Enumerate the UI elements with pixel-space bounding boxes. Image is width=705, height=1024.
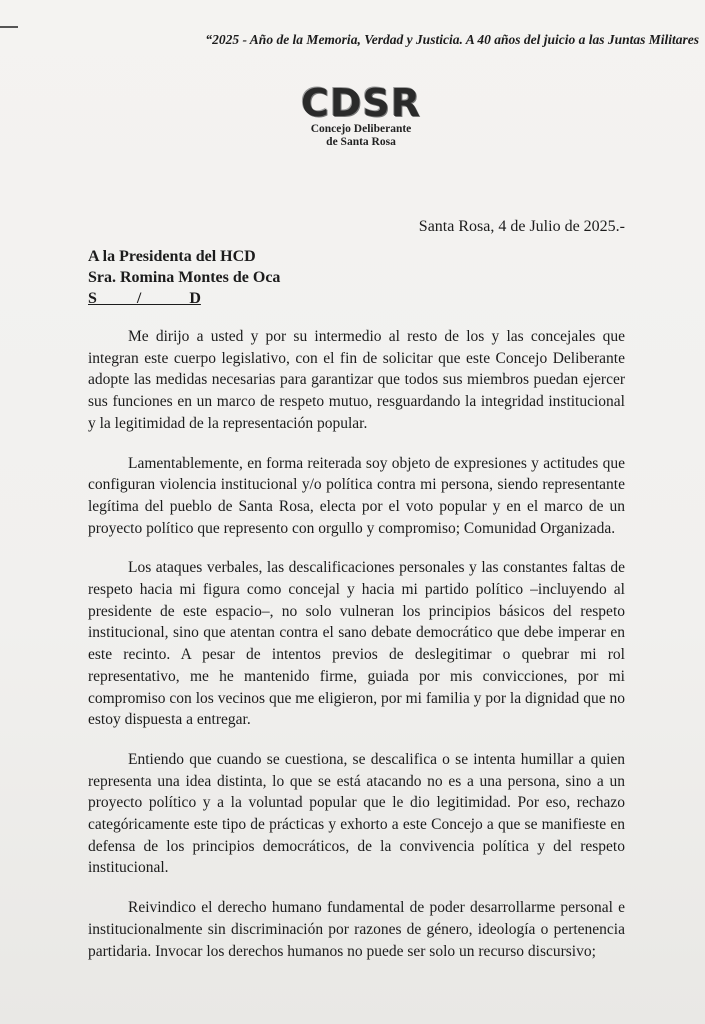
logo-mark: CDSR [300,81,422,125]
paragraph-1: Me dirijo a usted y por su intermedio al resto de los y las concejales que integran este cuerpo legislativo, con el fin de solicitar que este Concejo Deliberante adopte las medidas necesarias para garantizar que todos sus miembros puedan ejercer sus funciones en un marco de respeto mutuo, resguardando la integridad institucional y la legitimidad de la representación popular. [88,328,625,432]
header-note: “2025 - Año de la Memoria, Verdad y Justicia. A 40 años del juicio a las Juntas Militares [205,32,699,47]
address-line-3: S / D [88,290,201,307]
logo-line-1: Concejo Deliberante [310,123,412,135]
address-line-2: Sra. Romina Montes de Oca [88,269,281,286]
address-line-1: A la Presidenta del HCD [88,248,256,265]
logo [286,83,436,149]
paragraph-4: Entiendo que cuando se cuestiona, se descalifica o se intenta humillar a quien representa una idea distinta, lo que se está atacando no es a una persona, sino a un proyecto político y a la voluntad popular que le dio legitimidad. Por eso, rechazo categóricamente este tipo de prácticas y exhorto a este Concejo a que se manifieste en defensa de los principios democráticos, de la convivencia política y del respeto institucional. [88,750,625,877]
recipient-address [88,246,280,309]
letter-body [88,326,625,980]
paragraph-5: Reivindico el derecho humano fundamental de poder desarrollarme personal e institucionalmente sin discriminación por razones de género, ideología o pertenencia partidaria. Invocar los derechos humanos no puede ser solo un recurso discursivo; [88,899,625,960]
edge-mark [0,26,18,28]
logo-line-2: de Santa Rosa [326,136,396,148]
paragraph-2: Lamentablemente, en forma reiterada soy objeto de expresiones y actitudes que configuran violencia institucional y/o política contra mi persona, siendo representante legítima del pueblo de Santa Rosa, electa por el voto popular y en el marco de un proyecto político que represento con orgullo y compromiso; Comunidad Organizada. [88,454,625,537]
paragraph-3: Los ataques verbales, las descalificaciones personales y las constantes faltas de respeto hacia mi figura como concejal y hacia mi partido político –incluyendo al presidente de este espacio–, no solo vulneran los principios básicos del respeto institucional, sino que atentan contra el sano debate democrático que debe imperar en este recinto. A pesar de intentos previos de deslegitimar o quebrar mi rol representativo, me he mantenido firme, guiada por mis convicciones, por mi compromiso con los vecinos que me eligieron, por mi familia y por la dignidad que no estoy dispuesta a entregar. [88,559,625,729]
letter-date: Santa Rosa, 4 de Julio de 2025.- [418,218,625,235]
